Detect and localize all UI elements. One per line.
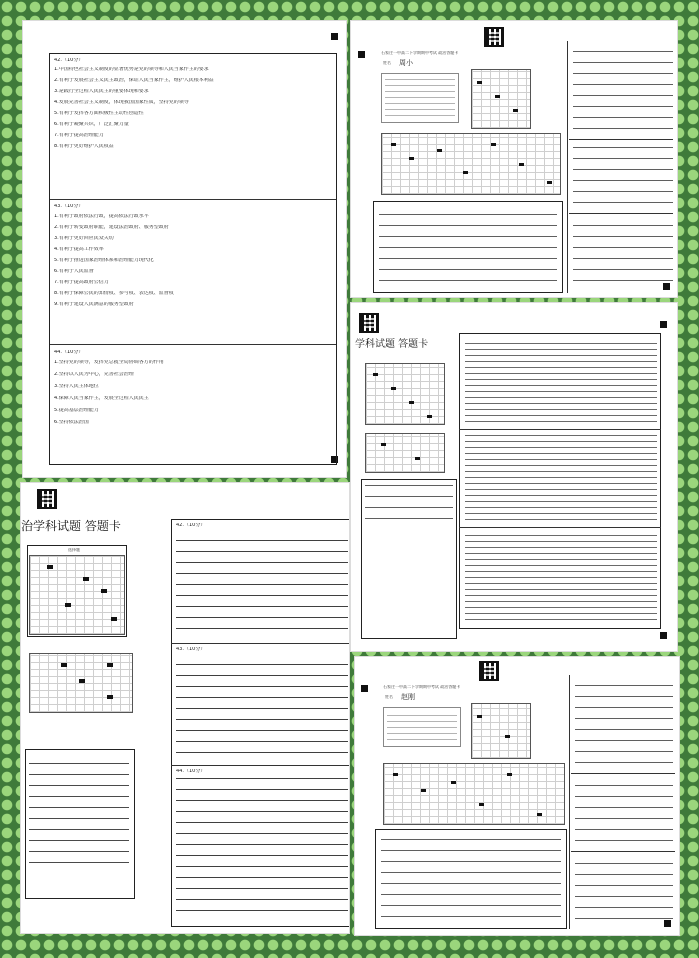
qr-code-icon [37,489,57,509]
answer-box [49,53,337,465]
answer-line: 1.坚持党的领导，发挥党总揽全局协调各方的作用 [54,360,164,365]
id-bubble-grid [471,703,531,759]
notice-text [387,711,457,743]
name-value: 赵刚 [401,693,415,701]
answer-sheet-bottom-right [354,656,680,936]
divider [459,429,661,430]
answer-line: 3.是践行全过程人民民主的重要体现和要求 [54,89,149,94]
handwritten-answer [575,679,673,769]
divider [50,199,336,200]
sheet-header: 石家庄一中高二下学期期中考试 政治答题卡 [381,51,459,55]
corner-marker [331,33,338,40]
notice-text [385,79,455,119]
handwritten-answer [575,855,673,925]
handwritten-answer [573,45,673,135]
divider [171,643,350,644]
qr-code-icon [359,313,379,333]
handwritten-answer [379,207,557,287]
handwritten-answer [465,339,657,425]
handwritten-answer [381,835,561,923]
divider [171,765,350,766]
handwritten-answer [176,655,348,759]
answer-line: 6.有利于人民监督 [54,269,94,274]
answer-line: 2.坚持以人民为中心，完善社会治理 [54,372,134,377]
handwritten-answer [176,531,348,635]
corner-marker [660,321,667,328]
corner-marker [358,51,365,58]
table-header: 选择题 [68,548,80,552]
divider [571,773,675,774]
q42-answer-lines [54,67,324,155]
sheet-header: 石家庄一中高二下学期期中考试 政治答题卡 [383,685,461,689]
answer-line: 2.有利于发展社会主义民主政治，保证人民当家作主，维护人民根本利益 [54,78,214,83]
divider [571,851,675,852]
handwritten-answer [176,777,348,917]
corner-marker [361,685,368,692]
column-divider [569,675,570,929]
choice-bubble-grid [29,653,133,713]
name-label: 姓名 [383,61,391,65]
answer-sheet-top-right [350,20,678,298]
handwritten-answer [573,217,673,287]
answer-line: 4.保障人民当家作主，发展全过程人民民主 [54,396,149,401]
answer-line: 7.有利于提高治理能力 [54,133,104,138]
handwritten-answer [575,777,673,847]
answer-line: 1.中国特色社会主义制度的显著优势是党的领导和人民当家作主的要求 [54,67,209,72]
name-label: 姓名 [385,695,393,699]
answer-sheet-bottom-left [20,482,350,934]
qr-code-icon [479,661,499,681]
choice-bubble-grid [365,433,445,473]
answer-line: 1.有利于政府依法行政，提高依法行政水平 [54,214,149,219]
answer-line: 2.有利于转变政府职能，建设法治政府、服务型政府 [54,225,169,230]
corner-marker [660,632,667,639]
question-number-43: 43.（10分） [54,204,84,209]
answer-line: 3.有利于更好回应民众关切 [54,236,114,241]
column-divider [567,41,568,293]
answer-line: 8.有利于保障公民的知情权、参与权、表达权、监督权 [54,291,174,296]
sheet-title: 治学科试题 答题卡 [21,519,121,533]
divider [569,213,673,214]
divider [569,139,673,140]
question-number-43: 43.（10分） [176,647,206,652]
question-number-42: 42.（10分） [176,523,206,528]
choice-bubble-grid [381,133,561,195]
handwritten-answer [465,433,657,523]
answer-line: 3.坚持人民主体地位 [54,384,99,389]
handwritten-answer [573,143,673,209]
answer-line: 6.坚持依法治国 [54,420,89,425]
question-number-42: 42.（10分） [54,58,84,63]
choice-bubble-grid [29,555,125,635]
answer-line: 4.有利于提高工作效率 [54,247,104,252]
handwritten-answer [365,485,453,525]
answer-line: 5.有利于发挥各方面积极性主动性创造性 [54,111,144,116]
answer-line: 7.有利于提高政府公信力 [54,280,109,285]
answer-line: 9.有利于建设人民满意的服务型政府 [54,302,134,307]
answer-line: 4.发展完善社会主义制度，体现我国国家性质，坚持党的领导 [54,100,189,105]
answer-sheet-top-left [22,20,347,478]
answer-sheet-middle-right [350,302,678,652]
question-number-44: 44.（10分） [54,350,84,355]
divider [50,344,336,345]
divider [459,527,661,528]
answer-line: 5.提高基层治理能力 [54,408,99,413]
answer-line: 6.有利于凝聚共识，广泛汇聚力量 [54,122,129,127]
q44-answer-lines [54,360,324,432]
sheet-title: 学科试题 答题卡 [355,339,429,350]
name-value: 周小 [399,59,413,67]
question-number-44: 44.（10分） [176,769,206,774]
answer-line: 8.有利于更好维护人民权益 [54,144,114,149]
id-bubble-grid [471,69,531,129]
handwritten-answer [29,759,129,869]
qr-code-icon [484,27,504,47]
q43-answer-lines [54,214,324,313]
answer-line: 5.有利于推进国家治理体系和治理能力现代化 [54,258,154,263]
handwritten-answer [465,531,657,623]
